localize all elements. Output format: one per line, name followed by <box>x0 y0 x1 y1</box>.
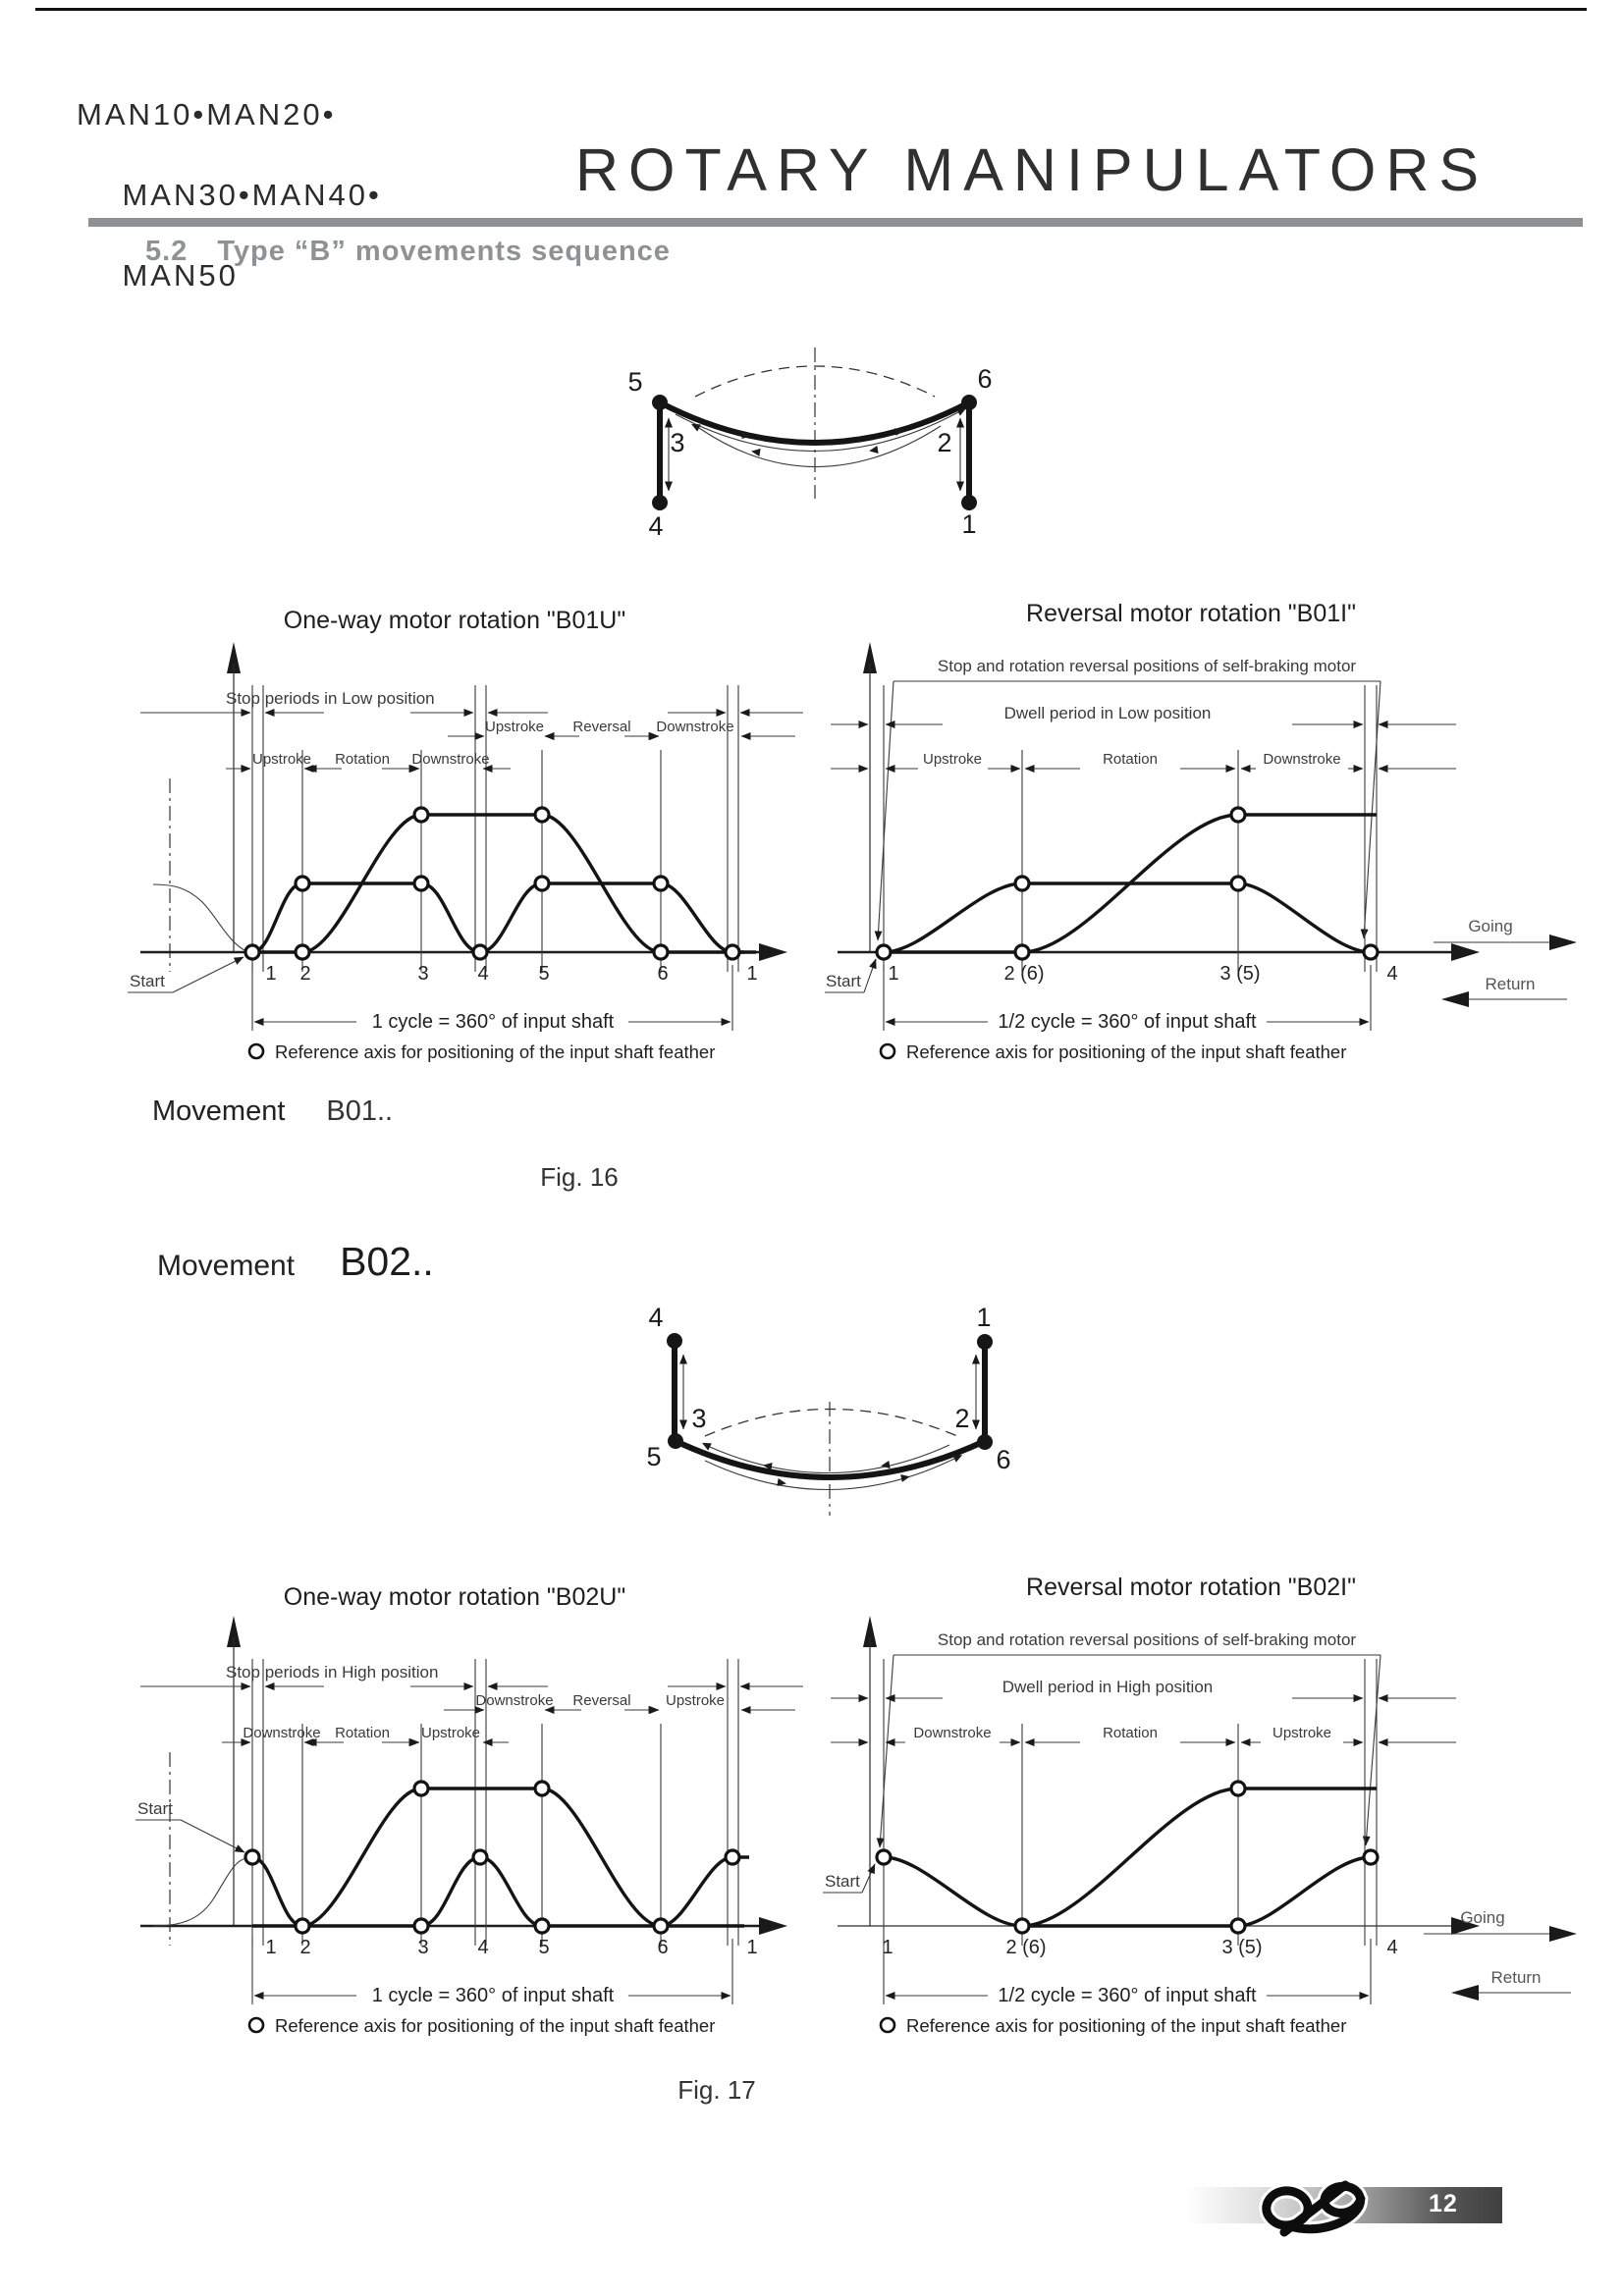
pos-label-4: 4 <box>648 511 664 541</box>
reference-label: Reference axis for positioning of the input shaft feather <box>906 2015 1347 2036</box>
stop-label: Stop periods in Low position <box>226 689 435 708</box>
tick-labels <box>265 1937 757 1958</box>
svg-text:1: 1 <box>746 1937 758 1958</box>
movement-code: B01.. <box>326 1095 394 1127</box>
svg-text:5: 5 <box>538 963 550 985</box>
svg-text:3 (5): 3 (5) <box>1219 963 1261 985</box>
phase-label-4: Upstroke <box>484 719 545 735</box>
movement-label: Movement <box>152 1095 286 1127</box>
callout-label: Stop and rotation reversal positions of self-braking motor <box>937 657 1357 675</box>
phase-label-1: Upstroke <box>922 751 983 768</box>
phase-label-2: Rotation <box>1103 1725 1158 1741</box>
phase-label-3: Downstroke <box>411 751 490 768</box>
company-logo <box>1255 2177 1382 2238</box>
cycle-label: 1 cycle = 360° of input shaft <box>371 1011 615 1033</box>
pos-label-2: 2 <box>954 1404 970 1433</box>
svg-text:2: 2 <box>299 963 311 985</box>
phase-label-1: Downstroke <box>243 1725 321 1741</box>
phase-label-2: Rotation <box>335 1725 390 1741</box>
phase-label-3: Downstroke <box>1263 751 1341 768</box>
stroke-curve <box>884 1857 1371 1926</box>
phase-label-5: Reversal <box>572 1692 631 1709</box>
return-label: Return <box>1490 1968 1542 1987</box>
curves <box>884 815 1377 952</box>
tick-labels <box>265 963 757 985</box>
tick-labels <box>888 963 1397 985</box>
svg-text:1: 1 <box>888 963 899 985</box>
pos-label-3: 3 <box>691 1404 707 1433</box>
dwell-label: Dwell period in High position <box>1001 1678 1214 1696</box>
pos-label-1: 1 <box>961 509 977 539</box>
dwell-label: Dwell period in Low position <box>1003 704 1212 722</box>
pos-label-1: 1 <box>976 1303 992 1332</box>
chart-b02i <box>823 1561 1579 2052</box>
reference-label: Reference axis for positioning of the input shaft feather <box>275 2015 716 2036</box>
svg-text:4: 4 <box>1386 963 1398 985</box>
going-label: Going <box>1468 917 1513 935</box>
reference-markers <box>877 1782 1378 1933</box>
svg-text:1: 1 <box>882 1937 893 1958</box>
chart-b02u <box>116 1561 813 2052</box>
rotation-curve <box>252 1789 744 1926</box>
phase-label-2: Rotation <box>335 751 390 768</box>
rotation-curve <box>884 815 1377 952</box>
chart-title: One-way motor rotation "B02U" <box>283 1583 626 1611</box>
svg-text:2 (6): 2 (6) <box>1003 963 1045 985</box>
pos-label-5: 5 <box>646 1442 662 1471</box>
phase-label-4: Downstroke <box>475 1692 554 1709</box>
start-leader <box>135 1820 244 1852</box>
tick-labels <box>882 1937 1397 1958</box>
phase-label-2: Rotation <box>1103 751 1158 768</box>
svg-text:2 (6): 2 (6) <box>1005 1937 1047 1958</box>
cycle-label: 1/2 cycle = 360° of input shaft <box>998 1985 1257 2006</box>
svg-text:4: 4 <box>1386 1937 1398 1958</box>
rotation-curve <box>1022 1789 1377 1926</box>
section-title: Type “B” movements sequence <box>217 236 671 267</box>
b02-arc-diagram <box>550 1292 1060 1537</box>
reference-symbol <box>249 1044 263 1058</box>
curves <box>884 1789 1377 1926</box>
phase-label-6: Upstroke <box>665 1692 726 1709</box>
pos-label-5: 5 <box>627 367 643 397</box>
movement-b02 <box>157 1239 434 1285</box>
fig17-caption: Fig. 17 <box>677 2075 756 2105</box>
start-label: Start <box>137 1799 173 1818</box>
callout-label: Stop and rotation reversal positions of self-braking motor <box>937 1630 1357 1649</box>
start-label: Start <box>130 972 165 990</box>
motion-arrows <box>669 404 968 491</box>
pos-label-3: 3 <box>670 428 685 457</box>
grid-lines <box>884 685 1377 972</box>
svg-text:5: 5 <box>538 1937 550 1958</box>
phase-label-3: Upstroke <box>1272 1725 1332 1741</box>
pos-label-4: 4 <box>648 1303 664 1332</box>
model-line-3: MAN50 <box>122 258 239 293</box>
reference-symbol <box>881 1044 894 1058</box>
header-divider <box>88 218 1583 227</box>
going-label: Going <box>1460 1908 1505 1927</box>
movement-b01 <box>152 1095 393 1128</box>
cycle-label: 1 cycle = 360° of input shaft <box>371 1985 615 2006</box>
return-label: Return <box>1485 975 1536 993</box>
cycle-label: 1/2 cycle = 360° of input shaft <box>998 1011 1257 1033</box>
b01-arc-diagram <box>550 334 1060 564</box>
document-title: ROTARY MANIPULATORS <box>575 136 1489 203</box>
svg-text:4: 4 <box>477 1937 489 1958</box>
start-label: Start <box>825 1872 860 1891</box>
chart-title: Reversal motor rotation "B02I" <box>1026 1574 1356 1601</box>
reference-symbol <box>881 2018 894 2032</box>
svg-text:1: 1 <box>265 1937 277 1958</box>
stroke-curve <box>252 1857 749 1926</box>
phase-label-1: Upstroke <box>251 751 312 768</box>
section-heading <box>145 236 671 268</box>
chart-b01i <box>823 587 1579 1078</box>
chart-title: Reversal motor rotation "B01I" <box>1026 600 1356 627</box>
grid-lines <box>884 1659 1377 1946</box>
stroke-curve <box>252 883 756 952</box>
svg-text:4: 4 <box>477 963 489 985</box>
page-number: 12 <box>1429 2190 1458 2217</box>
chart-title: One-way motor rotation "B01U" <box>283 607 626 634</box>
pos-label-6: 6 <box>977 364 993 394</box>
top-rule <box>35 8 1587 11</box>
stroke-curve <box>884 883 1371 952</box>
axes <box>838 642 1480 961</box>
section-number: 5.2 <box>145 236 189 267</box>
reference-label: Reference axis for positioning of the input shaft feather <box>906 1041 1347 1062</box>
svg-text:1: 1 <box>746 963 758 985</box>
phase-label-6: Downstroke <box>656 719 734 735</box>
fig16-caption: Fig. 16 <box>540 1162 619 1192</box>
phase-label-3: Upstroke <box>420 1725 481 1741</box>
model-line-1: MAN10•MAN20• <box>77 97 337 132</box>
svg-text:6: 6 <box>657 963 669 985</box>
phase-label-1: Downstroke <box>913 1725 992 1741</box>
pos-label-2: 2 <box>937 428 952 457</box>
stop-label: Stop periods in High position <box>226 1663 439 1682</box>
svg-text:2: 2 <box>299 1937 311 1958</box>
reference-markers <box>245 1782 739 1933</box>
start-label: Start <box>826 972 861 990</box>
svg-text:6: 6 <box>657 1937 669 1958</box>
movement-label: Movement <box>157 1250 296 1282</box>
going-return <box>1424 1926 1577 2001</box>
pos-label-6: 6 <box>996 1445 1011 1474</box>
axes <box>838 1616 1480 1935</box>
chart-b01u <box>116 587 813 1078</box>
reference-label: Reference axis for positioning of the input shaft feather <box>275 1041 716 1062</box>
phase-label-5: Reversal <box>572 719 631 735</box>
movement-code: B02.. <box>340 1239 434 1284</box>
curves <box>153 1789 749 1926</box>
svg-text:1: 1 <box>265 963 277 985</box>
svg-text:3: 3 <box>417 963 429 985</box>
svg-text:3: 3 <box>417 1937 429 1958</box>
reference-symbol <box>249 2018 263 2032</box>
svg-text:3 (5): 3 (5) <box>1221 1937 1263 1958</box>
model-line-2: MAN30•MAN40• <box>122 178 382 212</box>
